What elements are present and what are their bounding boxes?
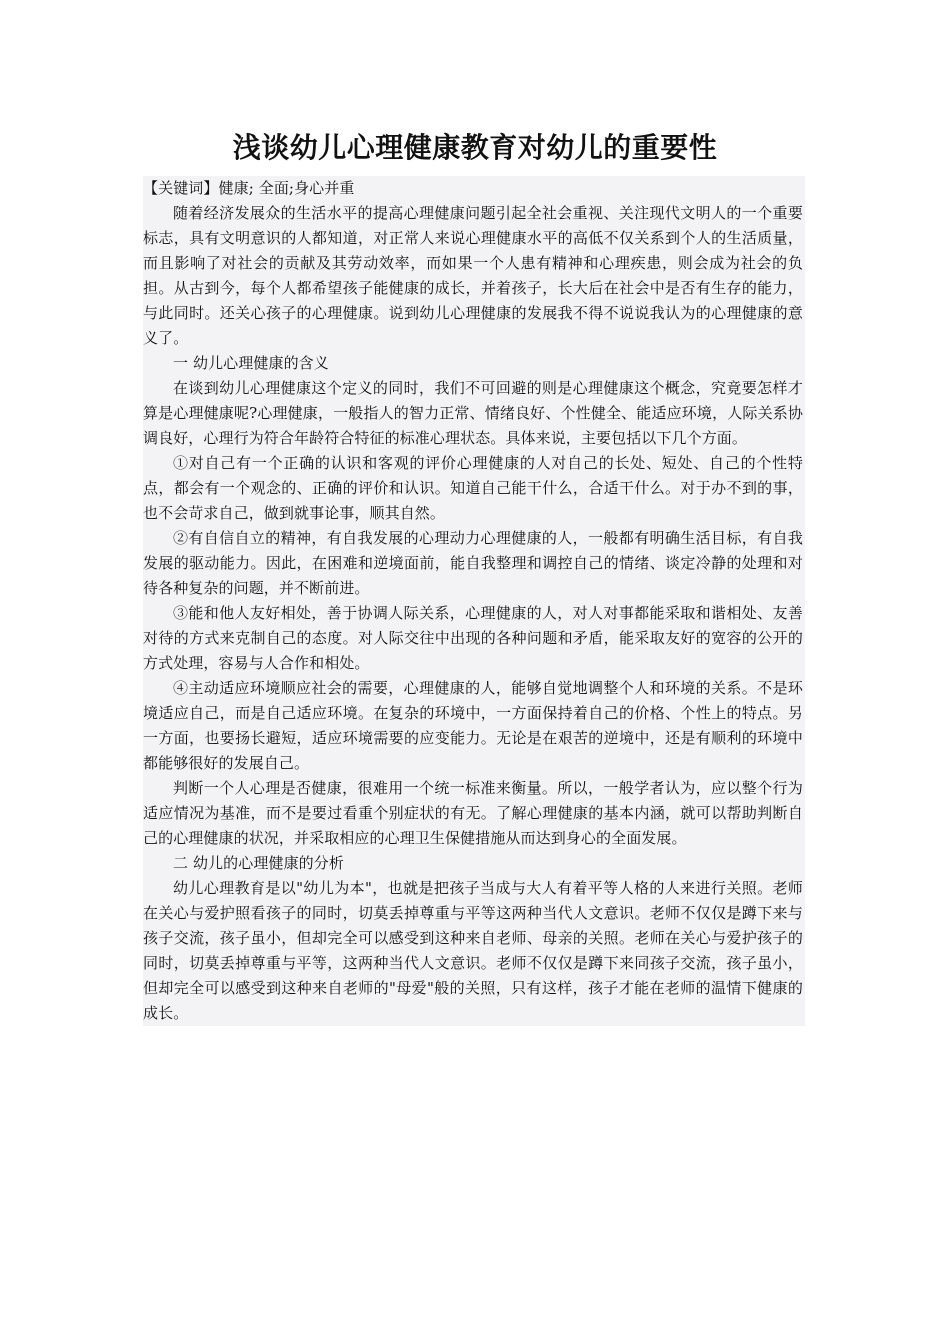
paragraph-analysis: 幼儿心理教育是以"幼儿为本"，也就是把孩子当成与大人有着平等人格的人来进行关照。老师在关心与爱护照看孩子的同时，切莫丢掉尊重与平等这两种当代人文意识。老师不仅仅是蹲下来与孩子交流，孩子虽小，但却完全可以感受到这种来自老师、母亲的关照。老师在关心与爱护孩子的同时，切莫丢掉尊重与平等，这两种当代人文意识。老师不仅仅是蹲下来同孩子交流，孩子虽小，但却完全可以感受到这种来自老师的"母爱"般的关照，只有这样，孩子才能在老师的温情下健康的成长。 bbox=[143, 879, 803, 1022]
paragraph-point-2: ②有自信自立的精神，有自我发展的心理动力心理健康的人，一般都有明确生活目标，有自我发展的驱动能力。因此，在困难和逆境面前，能自我整理和调控自己的情绪、谈定冷静的处理和对待各种复杂的问题，并不断前进。 bbox=[143, 529, 803, 597]
document-title: 浅谈幼儿心理健康教育对幼儿的重要性 bbox=[232, 131, 718, 164]
paragraph-point-1: ①对自己有一个正确的认识和客观的评价心理健康的人对自己的长处、短处、自己的个性特点，都会有一个观念的、正确的评价和认识。知道自己能干什么，合适干什么。对于办不到的事，也不会苛求自己，做到就事论事，顺其自然。 bbox=[143, 454, 803, 522]
document-body bbox=[143, 176, 805, 1026]
paragraph-definition: 在谈到幼儿心理健康这个定义的同时，我们不可回避的则是心理健康这个概念，究竟要怎样才算是心理健康呢?心理健康，一般指人的智力正常、情绪良好、个性健全、能适应环境，人际关系协调良好，心理行为符合年龄符合特征的标准心理状态。具体来说，主要包括以下几个方面。 bbox=[143, 379, 803, 447]
paragraph-intro: 随着经济发展众的生活水平的提高心理健康问题引起全社会重视、关注现代文明人的一个重要标志，具有文明意识的人都知道，对正常人来说心理健康水平的高低不仅关系到个人的生活质量，而且影响了对社会的贡献及其劳动效率，而如果一个人患有精神和心理疾患，则会成为社会的负担。从古到今，每个人都希望孩子能健康的成长，并着孩子，长大后在社会中是否有生存的能力，与此同时。还关心孩子的心理健康。说到幼儿心理健康的发展我不得不说说我认为的心理健康的意义了。 bbox=[143, 204, 803, 347]
paragraph-point-3: ③能和他人友好相处，善于协调人际关系，心理健康的人，对人对事都能采取和谐相处、友善对待的方式来克制自己的态度。对人际交往中出现的各种问题和矛盾，能采取友好的宽容的公开的方式处理，容易与人合作和相处。 bbox=[143, 604, 803, 672]
section-heading-2: 二 幼儿的心理健康的分析 bbox=[173, 854, 344, 872]
paragraph-point-4: ④主动适应环境顺应社会的需要，心理健康的人，能够自觉地调整个人和环境的关系。不是环境适应自己，而是自己适应环境。在复杂的环境中，一方面保持着自己的价格、个性上的特点。另一方面，也要扬长避短，适应环境需要的应变能力。无论是在艰苦的逆境中，还是有顺利的环境中都能够很好的发展自己。 bbox=[143, 679, 803, 772]
section-heading-1: 一 幼儿心理健康的含义 bbox=[173, 354, 329, 372]
keywords-line: 【关键词】健康; 全面;身心并重 bbox=[143, 179, 355, 197]
paragraph-judgement: 判断一个人心理是否健康，很难用一个统一标准来衡量。所以，一般学者认为，应以整个行为适应情况为基准，而不是要过看重个别症状的有无。了解心理健康的基本内涵，就可以帮助判断自己的心理健康的状况，并采取相应的心理卫生保健措施从而达到身心的全面发展。 bbox=[143, 779, 803, 847]
